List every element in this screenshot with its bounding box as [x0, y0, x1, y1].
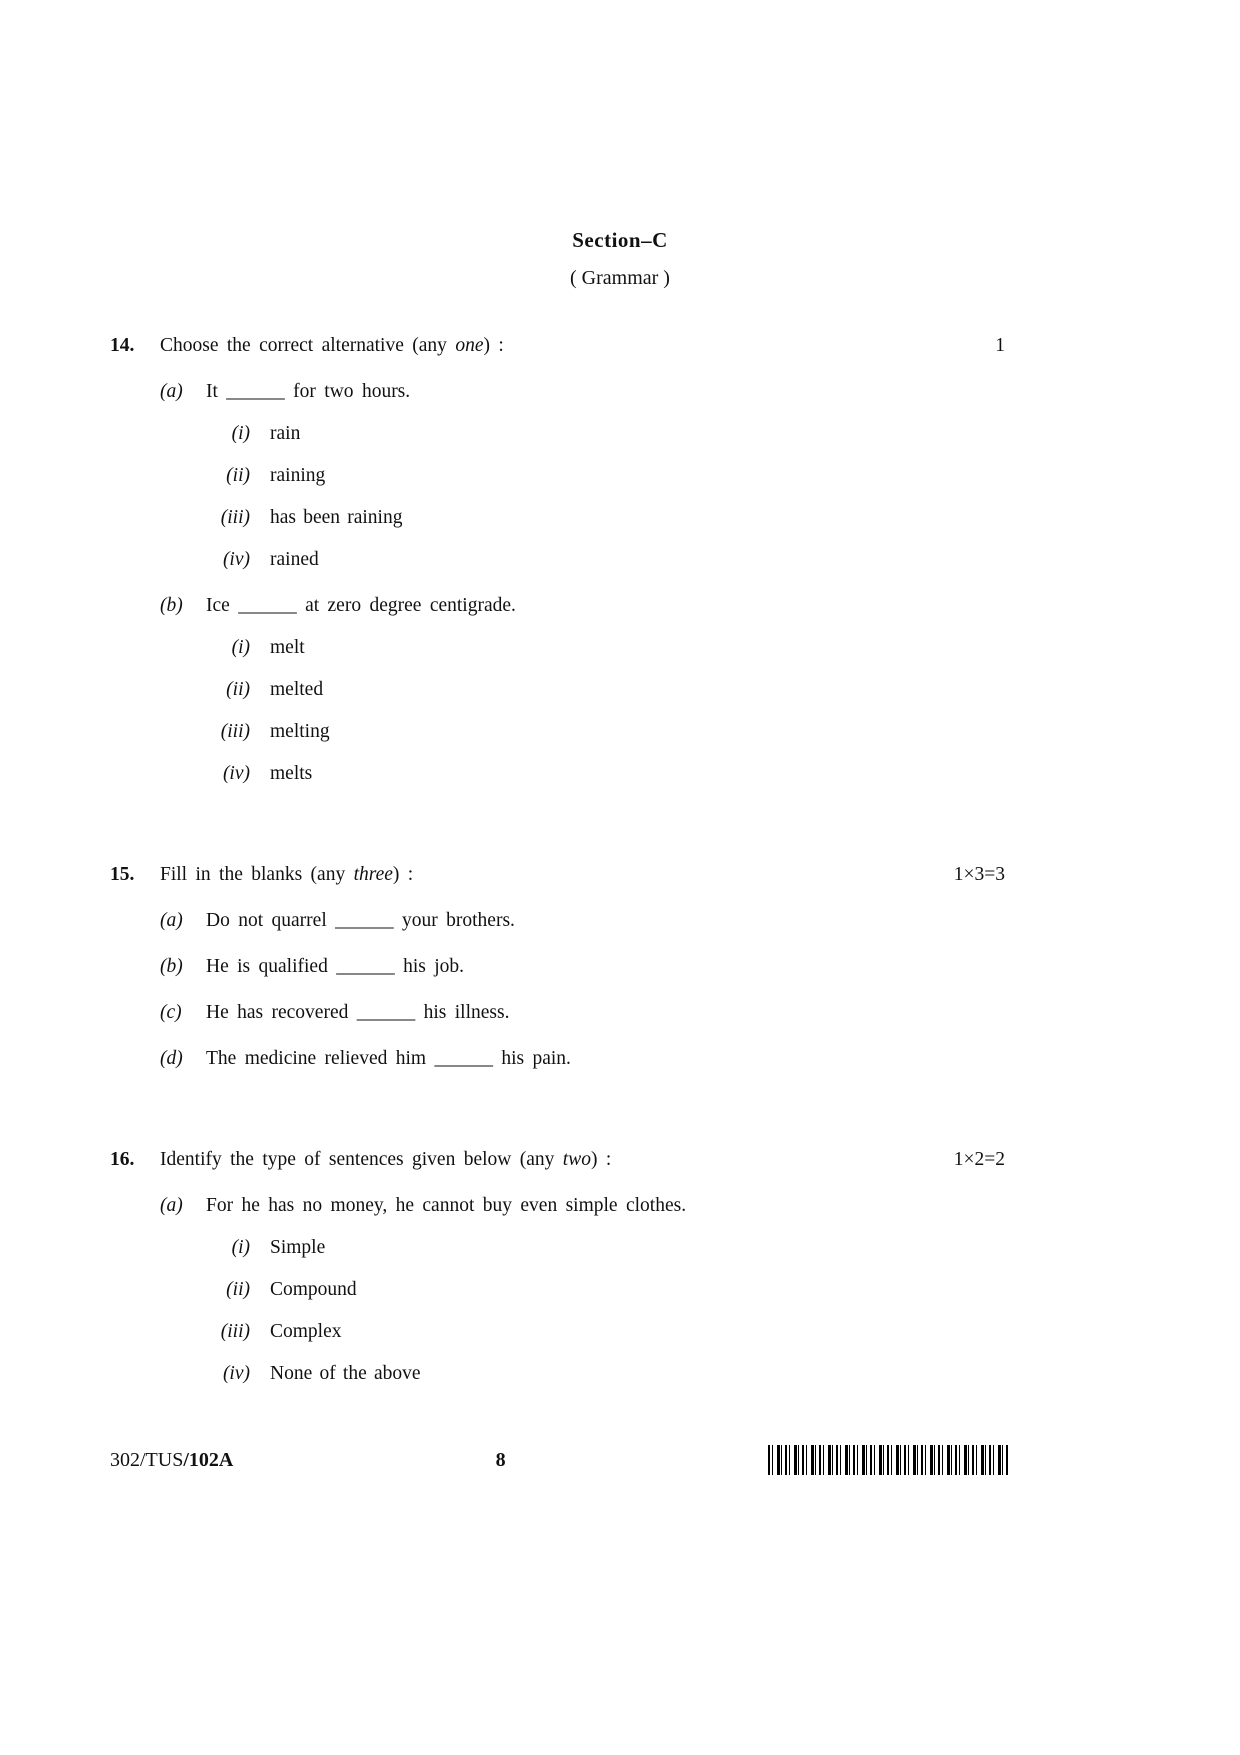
question-text-part: three [353, 864, 393, 885]
option [206, 676, 1005, 703]
option [206, 546, 1005, 573]
question-heading-row [110, 1146, 1005, 1173]
option-text: Simple [270, 1237, 326, 1258]
option-text: melt [270, 637, 305, 658]
sub-question-label: (d) [160, 1048, 183, 1069]
option-label: (i) [231, 1237, 250, 1258]
question-text-part: ) : [392, 864, 414, 885]
option [206, 420, 1005, 447]
sub-question-text-part: He is qualified ______ his job. [206, 956, 465, 977]
section-subtitle: ( Grammar ) [570, 267, 670, 289]
sub-question-text [206, 1045, 571, 1072]
sub-question-text [206, 999, 509, 1026]
option [206, 718, 1005, 745]
option [206, 634, 1005, 661]
sub-question-text-part: It ______ for two hours. [206, 381, 411, 402]
question-text-part: ) : [590, 1149, 612, 1170]
question-text-part: Choose the correct alternative (any [160, 335, 456, 356]
question-number: 16. [110, 1149, 135, 1170]
option [206, 462, 1005, 489]
question-text-part: one [455, 335, 484, 356]
option-text: None of the above [270, 1363, 421, 1384]
question-marks: 1×2=2 [953, 1149, 1005, 1170]
option-text: rained [270, 549, 319, 570]
sub-question [160, 378, 1005, 405]
sub-question-label: (a) [160, 910, 183, 931]
question-marks: 1 [995, 335, 1005, 356]
question-text [160, 861, 942, 888]
question [110, 861, 1005, 1072]
option [206, 1234, 1005, 1261]
page-footer [0, 1445, 1240, 1475]
sub-question-text [206, 1192, 686, 1219]
option-text: Compound [270, 1279, 357, 1300]
option-label: (ii) [226, 679, 250, 700]
sub-question [160, 1045, 1005, 1072]
sub-question-text [206, 907, 515, 934]
option-text: raining [270, 465, 326, 486]
option-text: rain [270, 423, 301, 444]
paper-code-bold: /102A [183, 1448, 234, 1471]
question-text-part: ) : [483, 335, 504, 356]
sub-question-text [206, 592, 516, 619]
question-marks: 1×3=3 [953, 864, 1005, 885]
option-label: (iv) [222, 763, 250, 784]
option-text: has been raining [270, 507, 403, 528]
option-text: Complex [270, 1321, 342, 1342]
option-label: (iii) [220, 1321, 250, 1342]
option-label: (iv) [222, 549, 250, 570]
sub-question-label: (c) [160, 1002, 182, 1023]
question-text-part: Fill in the blanks (any [160, 864, 354, 885]
question-heading-row [110, 861, 1005, 888]
option-label: (ii) [226, 1279, 250, 1300]
sub-question-text-part: The medicine relieved him ______ his pain. [206, 1048, 571, 1069]
paper-code-regular: 302/TUS [110, 1448, 184, 1471]
option [206, 504, 1005, 531]
sub-question-label: (a) [160, 381, 183, 402]
option-text: melted [270, 679, 324, 700]
question-text [160, 332, 983, 359]
sub-question [160, 999, 1005, 1026]
option [206, 1276, 1005, 1303]
sub-question-text [206, 953, 464, 980]
sub-question [160, 592, 1005, 619]
question [110, 1146, 1005, 1387]
sub-question [160, 953, 1005, 980]
question-text-part: Identify the type of sentences given below (any [160, 1149, 563, 1170]
sub-question-text-part: He has recovered ______ his illness. [206, 1002, 510, 1023]
option-text: melts [270, 763, 313, 784]
option-label: (ii) [226, 465, 250, 486]
sub-question-label: (b) [160, 956, 183, 977]
option [206, 760, 1005, 787]
sub-question-label: (b) [160, 595, 183, 616]
option-label: (i) [231, 637, 250, 658]
section-header [0, 0, 1240, 290]
sub-question-text [206, 378, 410, 405]
sub-question [160, 1192, 1005, 1219]
question-text [160, 1146, 942, 1173]
question-number: 15. [110, 864, 135, 885]
option [206, 1360, 1005, 1387]
section-title: Section–C [572, 228, 668, 252]
sub-question-text-part: Ice ______ at zero degree centigrade. [206, 595, 516, 616]
sub-question-label: (a) [160, 1195, 183, 1216]
option-label: (i) [231, 423, 250, 444]
sub-question-text-part: For he has no money, he cannot buy even simple clothes. [206, 1195, 687, 1216]
option-label: (iii) [220, 507, 250, 528]
sub-question [160, 907, 1005, 934]
page-number: 8 [495, 1448, 506, 1471]
paper-code [110, 1449, 233, 1472]
option [206, 1318, 1005, 1345]
sub-question-text-part: Do not quarrel ______ your brothers. [206, 910, 515, 931]
option-label: (iii) [220, 721, 250, 742]
option-text: melting [270, 721, 330, 742]
question [110, 332, 1005, 787]
questions [0, 290, 1240, 1387]
barcode-icon [768, 1445, 1010, 1475]
question-heading-row [110, 332, 1005, 359]
question-text-part: two [562, 1149, 591, 1170]
question-number: 14. [110, 335, 135, 356]
option-label: (iv) [222, 1363, 250, 1384]
